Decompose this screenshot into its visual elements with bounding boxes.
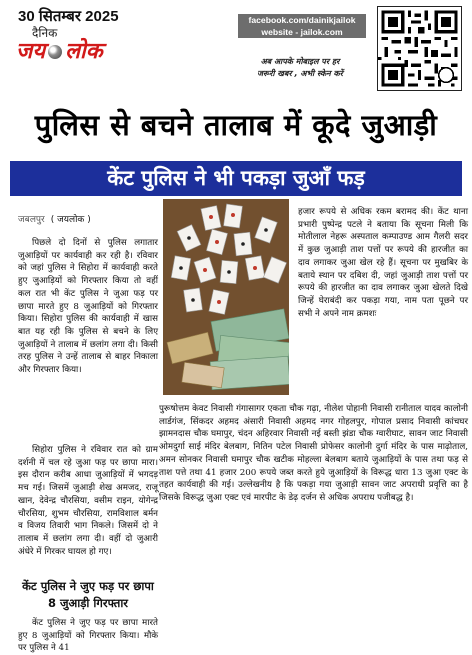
paragraph-3-text: केंट पुलिस ने जुए फड़ पर छापा मारते हुए 8 जुआड़ियों को गिरफ्तार किया। मौके पर पुलिस ने 41 <box>18 618 158 654</box>
section-subhead <box>14 578 162 612</box>
newspaper-logo <box>16 38 103 66</box>
news-photo <box>163 199 289 395</box>
paragraph-1-text: पिछले दो दिनों से पुलिस लगातार जुआड़ियों पर कार्यवाही कर रही है। रविवार को जहां पुलिस ने सिहोरा में कार्यवाही करते हुए जुआड़ियों को गिरफ्तार किया तो वहीं कल रात भी केंट पुलिस ने जुआ फड़ पर छापा मारते हुए 8 जुआड़ियों को गिरफ्तार किया। सिहोरा पुलिस की कार्यवाही में खास बात यह रही कि पुलिस से बचने के लिए जुआड़ियों ने तालाब में छलांग लगा दी। किसी तरह पुलिस ने उन्हें तालाब से बाहर निकाला और गिरफ्तार किया। <box>18 238 158 376</box>
website-link[interactable]: website - jailok.com <box>261 27 343 37</box>
dateline <box>18 212 158 225</box>
scan-prompt-line2: जरूरी खबर , अभी स्केन करें <box>257 69 343 78</box>
paragraph-5-text: पुरूषोत्तम केवट निवासी गंगासागर एकता चौक गढ़ा, नीलेश पोहानी निवासी रानीताल यादव कालोनी लार्डगंज, सिंकदर अहमद अंसारी निवासी अहमद नगर गोहलपुर, गोपाल प्रसाद निवासी कांचघर झामनदास चौक घमापुर, चंदन अहिरवार निवासी नई बस्ती झंडा चौक ग्वारीघाट, सावन जाट निवासी ओमदुर्गा साई मंदिर बेलबाग, नितिन पटेल निवासी प्रोफेसर कालोनी दुर्गा मंदिर के पास माढ़ोताल, अमन सोनकर निवासी घमापुर चौक खटीक मोहल्ला बेलबाग बताये जुआड़ियों के पास तथा फड़ से ताश पत्ते तथा 41 हजार 200 रूपये जब्त करते हुये जुआड़ियों के विरूद्ध धारा 13 जुआ एक्ट के तहत कार्यवाही की गई। उल्लेखनीय है कि पकड़ा गया जुआड़ी सावन जाट अपराधी प्रवृत्ति का है जिसके विरूद्ध जुआ एक्ट एवं मारपीट के डेढ़ दर्जन से अधिक अपराध पजीबद्ध है। <box>159 404 468 503</box>
qr-code-icon <box>378 7 461 90</box>
paragraph-4-text: हजार रूपये से अधिक रकम बरामद की। केंट थाना प्रभारी पुष्पेन्द्र पटले ने बताया कि सूचना मिली कि मोतीलाल नेहरू अस्पताल कम्पाउण्ड आम गैलरी सदर में कुछ जुआड़ी ताश पत्तों पर रूपये की हारजीत का दाव लगाकर जुआ खेल रहे हैं। सूचना पर मुखबिर के बताये स्थान पर दबिश दी, जहां जुआड़ी ताश पत्तों पर रूपये की हारजीत का दाव लगाकर जुआ खेलते दिखे जिन्हें घेराबंदी कर पकड़ा गया, नाम पता पूछने पर सभी ने अपने नाम क्रमशः <box>298 207 468 319</box>
dateline-place: जबलपुर <box>18 215 45 225</box>
scan-prompt <box>230 56 370 80</box>
seized-cards-cash-image <box>163 199 289 395</box>
paper-prefix: दैनिक <box>32 26 58 40</box>
dateline-paper: ( जयलोक ) <box>50 215 91 225</box>
logo-left-text: जय <box>16 39 46 64</box>
article-paragraph-5 <box>159 403 468 505</box>
article-paragraph-2 <box>18 444 158 558</box>
article-paragraph-4 <box>298 206 468 320</box>
logo-ball-icon <box>48 45 62 59</box>
scan-prompt-line1: अब आपके मोबाइल पर हर <box>260 57 340 66</box>
sub-headline-banner <box>10 161 462 196</box>
social-links-box <box>238 14 366 38</box>
issue-date: 30 सितम्बर 2025 <box>18 8 119 25</box>
logo-right-text: लोक <box>65 39 103 64</box>
article-paragraph-1 <box>18 237 158 377</box>
article-paragraph-3 <box>18 617 158 655</box>
subhead-line-1: केंट पुलिस ने जुए फड़ पर छापा <box>22 579 154 593</box>
facebook-link[interactable]: facebook.com/dainikjailok <box>248 15 356 25</box>
subhead-line-2: 8 जुआड़ी गिरफ्तार <box>47 596 129 610</box>
qr-code[interactable] <box>377 6 462 91</box>
main-headline: पुलिस से बचने तालाब में कूदे जुआड़ी <box>34 108 438 142</box>
sub-headline: केंट पुलिस ने भी पकड़ा जुआँ फड़ <box>107 166 365 190</box>
paragraph-2-text: सिहोरा पुलिस ने रविवार रात को ग्राम दर्शनी में चल रहे जुआ फड़ पर छापा मारा। इस दौरान करीब आधा जुआड़ियों में भगदड़ मच गई। जिसमें जुआड़ी शेख अमजद, राजू खान, देवेन्द्र चौरसिया, वसीम राइन, योगेन्द्र चौरसिया, शुभम चौरसिया, रामविशाल बर्मन व विजय तिवारी भाग निकले। जिसमें दो ने तालाब में छलांग लगा दी। वहीं दो जुआरी अंधेरे में गिरकर घायल हो गए। <box>18 445 158 557</box>
